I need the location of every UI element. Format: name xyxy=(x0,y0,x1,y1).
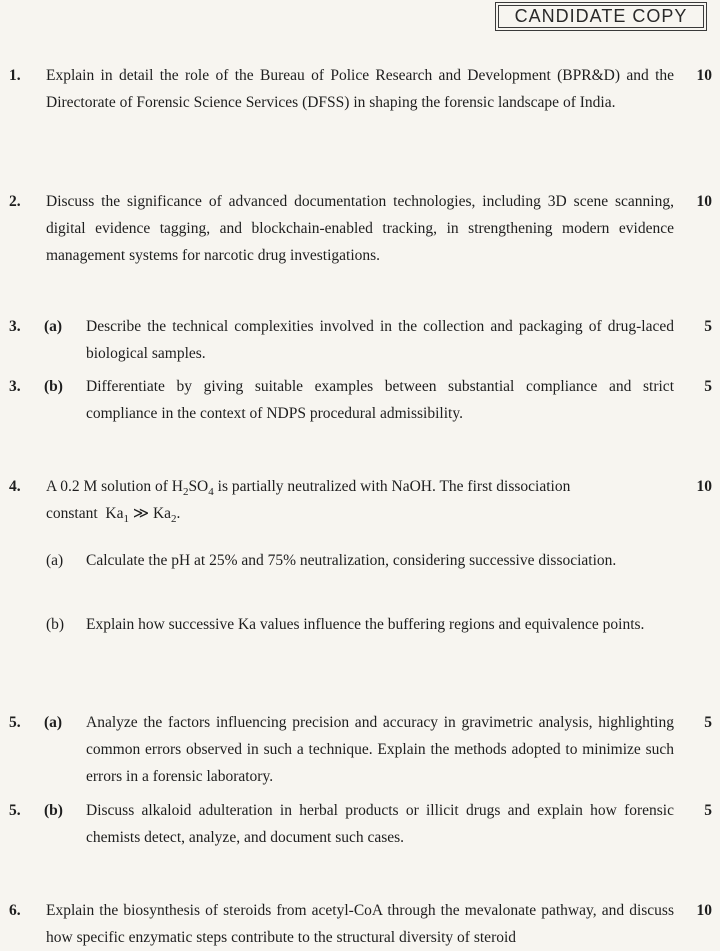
question-marks: 10 xyxy=(696,478,712,495)
option-label: (b) xyxy=(46,616,65,633)
question-marks: 10 xyxy=(696,902,712,919)
question-marks: 5 xyxy=(704,802,712,819)
option-text: Explain how successive Ka values influence the buffering regions and equivalence points. xyxy=(86,616,645,633)
question-text: A 0.2 M solution of $H_2SO_4$ is partially neutralized with NaOH. The first dissociation constant $Ka_1$ ≫ $Ka_2$. xyxy=(46,478,571,526)
question-text: Explain the biosynthesis of steroids from acetyl-CoA through the mevalonate pathway, and discuss how specific enzymatic steps contribute to the structural diversity of steroid xyxy=(46,902,674,946)
question-subpart: (b) xyxy=(44,802,63,819)
question-subpart: (a) xyxy=(44,318,63,335)
formula-ka2: $Ka_2$ xyxy=(152,505,177,526)
question-marks: 10 xyxy=(696,67,712,84)
question-number: 5. xyxy=(9,802,21,819)
question-text: Describe the technical complexities involved in the collection and packaging of drug-laced biological samples. xyxy=(86,318,674,362)
question-marks: 5 xyxy=(704,318,712,335)
question-subpart: (a) xyxy=(44,714,63,731)
question-text: Discuss the significance of advanced documentation technologies, including 3D scene scanning, digital evidence tagging, and blockchain-enabled tracking, in strengthening modern evidence management systems for narcotic drug investigations. xyxy=(46,193,674,264)
question-number: 5. xyxy=(9,714,21,731)
formula-ka1: $Ka_1$ xyxy=(105,505,129,526)
question-marks: 5 xyxy=(704,378,712,395)
question-marks: 5 xyxy=(704,714,712,731)
question-number: 1. xyxy=(9,67,21,84)
question-marks: 10 xyxy=(696,193,712,210)
question-number: 4. xyxy=(9,478,21,495)
question-subpart: (b) xyxy=(44,378,63,395)
candidate-copy-badge: CANDIDATE COPY xyxy=(495,2,707,31)
question-text: Analyze the factors influencing precision and accuracy in gravimetric analysis, highlighting common errors observed in such a technique. Explain the methods adopted to minimize such errors in a forensic laboratory. xyxy=(86,714,674,785)
question-text: Discuss alkaloid adulteration in herbal products or illicit drugs and explain how forensic chemists detect, analyze, and document such cases. xyxy=(86,802,674,846)
question-number: 3. xyxy=(9,378,21,395)
question-text: Differentiate by giving suitable examples between substantial compliance and strict compliance in the context of NDPS procedural admissibility. xyxy=(86,378,674,422)
question-number: 2. xyxy=(9,193,21,210)
question-text: Explain in detail the role of the Bureau of Police Research and Development (BPR&D) and the Directorate of Forensic Science Services (DFSS) in shaping the forensic landscape of India. xyxy=(46,67,674,111)
question-number: 6. xyxy=(9,902,21,919)
option-text: Calculate the pH at 25% and 75% neutralization, considering successive dissociation. xyxy=(86,552,617,569)
option-label: (a) xyxy=(46,552,64,569)
question-number: 3. xyxy=(9,318,21,335)
